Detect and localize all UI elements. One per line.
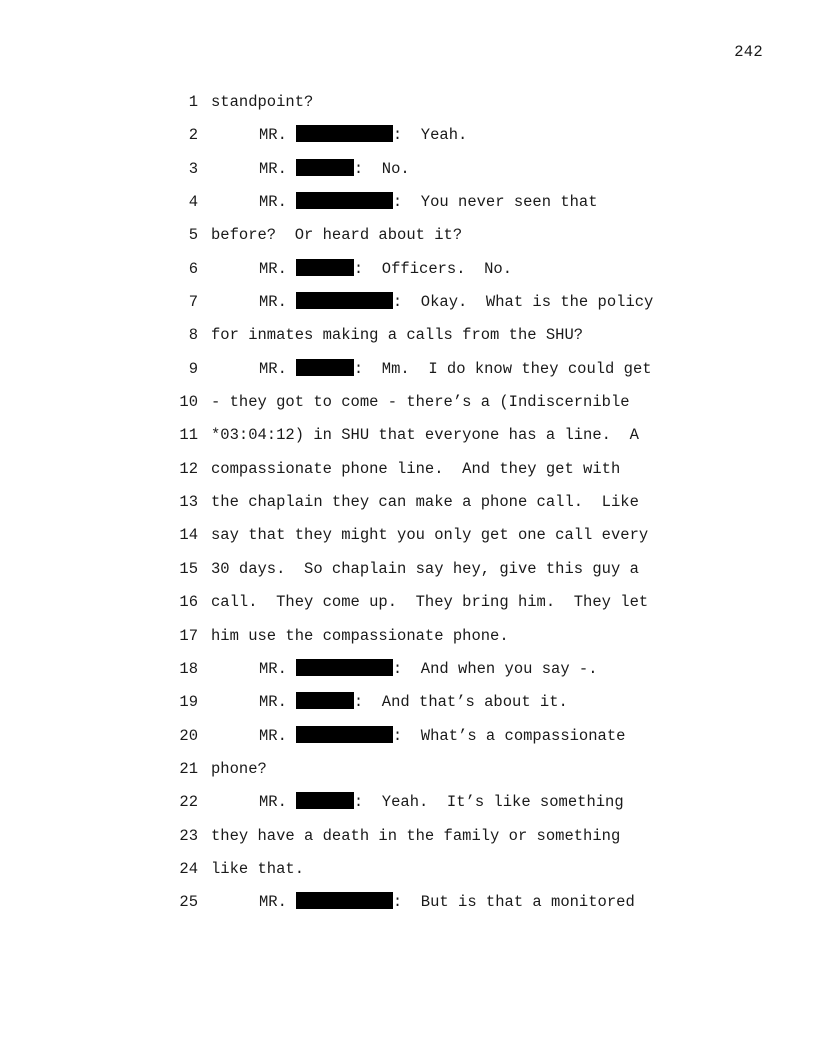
- line-number: 4: [188, 193, 198, 212]
- transcript-line: [0, 453, 816, 486]
- line-number: 20: [179, 726, 198, 745]
- line-text: for inmates making a calls from the SHU?: [211, 326, 584, 345]
- line-number: 8: [188, 326, 198, 345]
- transcript-line: [0, 119, 816, 152]
- line-text: call. They come up. They bring him. They let: [211, 593, 649, 612]
- line-number: 19: [179, 693, 198, 712]
- speaker-label: MR.: [259, 793, 287, 812]
- line-text: - they got to come - there’s a (Indiscernible: [211, 393, 630, 412]
- transcript-line: [0, 219, 816, 252]
- speaker-label: MR.: [259, 726, 287, 745]
- line-text: 30 days. So chaplain say hey, give this guy a: [211, 559, 639, 578]
- spoken-text: : And that’s about it.: [353, 693, 568, 712]
- line-number: 15: [179, 559, 198, 578]
- transcript-line: [0, 153, 816, 186]
- line-number: 5: [188, 226, 198, 245]
- line-number: 3: [188, 159, 198, 178]
- speaker-label: MR.: [259, 893, 287, 912]
- line-text: [259, 786, 624, 819]
- line-number: 6: [188, 259, 198, 278]
- transcript-line: [0, 319, 816, 352]
- line-number: 12: [179, 459, 198, 478]
- transcript-line: [0, 853, 816, 886]
- line-number: 1: [188, 93, 198, 111]
- line-number: 9: [188, 359, 198, 378]
- transcript-line: [0, 386, 816, 419]
- speaker-label: MR.: [259, 126, 287, 145]
- spoken-text: : And when you say -.: [392, 659, 598, 678]
- spoken-text: : Yeah. It’s like something: [353, 793, 624, 812]
- transcript-line: [0, 686, 816, 719]
- redaction-box: [296, 892, 393, 909]
- line-number: 25: [179, 893, 198, 912]
- spoken-text: : You never seen that: [392, 193, 598, 212]
- transcript-body: [0, 86, 816, 920]
- line-text: like that.: [211, 859, 305, 878]
- spoken-text: : What’s a compassionate: [392, 726, 626, 745]
- line-number: 18: [179, 659, 198, 678]
- line-number: 21: [179, 759, 198, 778]
- line-text: standpoint?: [211, 93, 314, 111]
- line-text: [259, 653, 598, 686]
- line-text: the chaplain they can make a phone call. Like: [211, 493, 639, 512]
- redaction-box: [296, 659, 393, 676]
- spoken-text: : But is that a monitored: [392, 893, 635, 912]
- line-number: 14: [179, 526, 198, 545]
- line-number: 24: [179, 859, 198, 878]
- line-number: 23: [179, 826, 198, 845]
- line-text: [259, 119, 467, 152]
- line-number: 7: [188, 293, 198, 312]
- page-number: 242: [734, 43, 763, 61]
- speaker-label: MR.: [259, 159, 287, 178]
- transcript-line: [0, 253, 816, 286]
- transcript-line: [0, 353, 816, 386]
- line-text: phone?: [211, 759, 267, 778]
- transcript-line: [0, 620, 816, 653]
- line-text: [259, 686, 568, 719]
- line-text: [259, 186, 598, 219]
- transcript-line: [0, 419, 816, 452]
- redaction-box: [296, 125, 393, 142]
- transcript-line: [0, 586, 816, 619]
- redaction-box: [296, 259, 354, 276]
- transcript-line: [0, 86, 816, 119]
- line-text: they have a death in the family or something: [211, 826, 621, 845]
- transcript-line: [0, 786, 816, 819]
- redaction-box: [296, 359, 354, 376]
- spoken-text: : Okay. What is the policy: [392, 293, 654, 312]
- spoken-text: : Mm. I do know they could get: [353, 359, 652, 378]
- transcript-line: [0, 519, 816, 552]
- speaker-label: MR.: [259, 693, 287, 712]
- transcript-line: [0, 720, 816, 753]
- line-text: compassionate phone line. And they get with: [211, 459, 621, 478]
- transcript-line: [0, 653, 816, 686]
- line-text: [259, 153, 410, 186]
- line-text: say that they might you only get one call every: [211, 526, 649, 545]
- spoken-text: : Yeah.: [392, 126, 468, 145]
- transcript-line: [0, 820, 816, 853]
- spoken-text: : No.: [353, 159, 410, 178]
- line-text: *03:04:12) in SHU that everyone has a line. A: [211, 426, 639, 445]
- transcript-line: [0, 286, 816, 319]
- redaction-box: [296, 726, 393, 743]
- speaker-label: MR.: [259, 259, 287, 278]
- transcript-line: [0, 753, 816, 786]
- line-text: before? Or heard about it?: [211, 226, 463, 245]
- speaker-label: MR.: [259, 293, 287, 312]
- redaction-box: [296, 792, 354, 809]
- line-text: [259, 353, 652, 386]
- transcript-line: [0, 486, 816, 519]
- line-text: him use the compassionate phone.: [211, 626, 509, 645]
- transcript-line: [0, 886, 816, 919]
- redaction-box: [296, 692, 354, 709]
- line-number: 2: [188, 126, 198, 145]
- speaker-label: MR.: [259, 359, 287, 378]
- line-number: 22: [179, 793, 198, 812]
- spoken-text: : Officers. No.: [353, 259, 513, 278]
- line-number: 17: [179, 626, 198, 645]
- redaction-box: [296, 192, 393, 209]
- line-text: [259, 720, 625, 753]
- redaction-box: [296, 159, 354, 176]
- line-text: [259, 253, 512, 286]
- line-text: [259, 886, 635, 919]
- line-number: 13: [179, 493, 198, 512]
- line-number: 10: [179, 393, 198, 412]
- redaction-box: [296, 292, 393, 309]
- line-text: [259, 286, 653, 319]
- speaker-label: MR.: [259, 193, 287, 212]
- speaker-label: MR.: [259, 659, 287, 678]
- transcript-line: [0, 553, 816, 586]
- line-number: 11: [179, 426, 198, 445]
- line-number: 16: [179, 593, 198, 612]
- transcript-line: [0, 186, 816, 219]
